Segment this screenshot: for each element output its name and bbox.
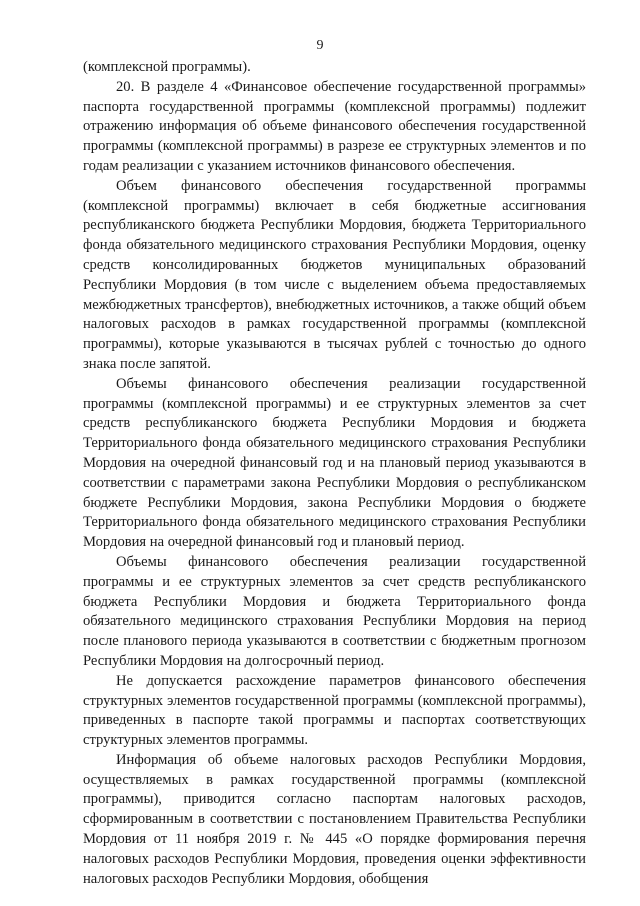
paragraph: Не допускается расхождение параметров финансового обеспечения структурных элементов государственной программы (комплексной программы), приведенных в паспорте такой программы и паспортах соответствующих структурных элементов программы.	[83, 672, 586, 749]
paragraph: 20. В разделе 4 «Финансовое обеспечение государственной программы» паспорта государственной программы (комплексной программы) подлежит отражению информация об объеме финансового обеспечения государственной программы (комплексной программы) в разрезе ее структурных элементов и по годам реализации с указанием источников финансового обеспечения.	[83, 78, 586, 174]
paragraph: (комплексной программы).	[83, 59, 251, 75]
paragraph: Объемы финансового обеспечения реализации государственной программы и ее структурных элементов за счет средств республиканского бюджета Республики Мордовия и бюджета Территориального фонда обязательного медицинского страхования Республики Мордовия на период после планового периода указываются в соответствии с бюджетным прогнозом Республики Мордовия на долгосрочный период.	[83, 553, 586, 669]
paragraph: Информация об объеме налоговых расходов Республики Мордовия, осуществляемых в рамках государственной программы (комплексной программы), приводится согласно паспортам налоговых расходов, сформированным в соответствии с постановлением Правительства Республики Мордовия от 11 ноября 2019 г. № 445 «О порядке формирования перечня налоговых расходов Республики Мордовия, проведения оценки эффективности налоговых расходов Республики Мордовия, обобщения	[83, 751, 586, 887]
paragraph: Объем финансового обеспечения государственной программы (комплексной программы) включает в себя бюджетные ассигнования республиканского бюджета Республики Мордовия, бюджета Территориального фонда обязательного медицинского страхования Республики Мордовия, оценку средств консолидированных бюджетов муниципальных образований Республики Мордовия (в том числе с выделением объема предоставляемых межбюджетных трансфертов), внебюджетных источников, а также общий объем налоговых расходов в рамках государственной программы (комплексной программы), которые указываются в тысячах рублей с точностью до одного знака после запятой.	[83, 177, 586, 372]
document-body	[83, 58, 586, 889]
paragraph: Объемы финансового обеспечения реализации государственной программы (комплексной программы) и ее структурных элементов за счет средств республиканского бюджета Республики Мордовия и бюджета Территориального фонда обязательного медицинского страхования Республики Мордовия на очередной финансовый год и на плановый период указываются в соответствии с параметрами закона Республики Мордовия о республиканском бюджете Республики Мордовия, закона Республики Мордовия о бюджете Территориального фонда обязательного медицинского страхования Республики Мордовия на очередной финансовый год и плановый период.	[83, 375, 586, 551]
page-number: 9	[316, 38, 324, 53]
